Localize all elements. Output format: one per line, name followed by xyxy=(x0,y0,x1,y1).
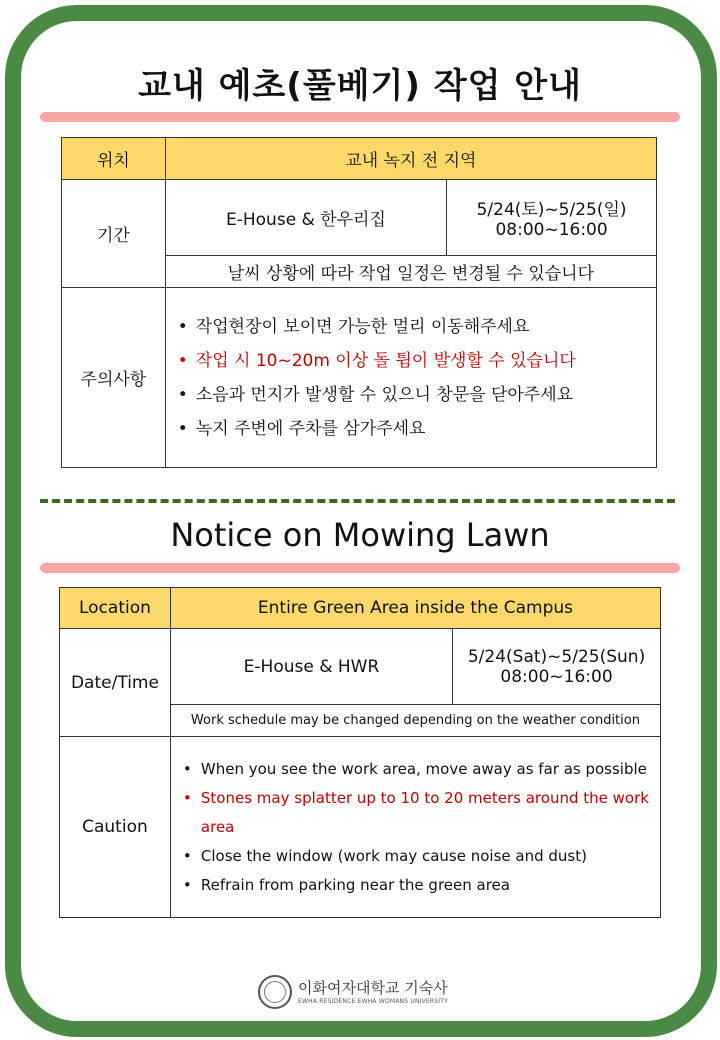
title-underline-bar xyxy=(40,563,680,573)
english-title: Notice on Mowing Lawn xyxy=(170,516,550,554)
caution-item: • 소음과 먼지가 발생할 수 있으니 창문을 닫아주세요 xyxy=(172,378,656,412)
caution-item: • When you see the work area, move away as far as possible xyxy=(177,755,650,784)
title-underline-bar xyxy=(40,112,680,122)
caution-list xyxy=(172,310,656,446)
caution-item: • 작업현장이 보이면 가능한 멀리 이동해주세요 xyxy=(172,310,656,344)
footer-logo xyxy=(258,973,448,1011)
caution-list xyxy=(177,755,650,900)
date-text: 5/24(Sat)~5/25(Sun) xyxy=(467,646,646,667)
place-cell: E-House & HWR xyxy=(170,629,452,705)
caution-item: • 녹지 주변에 주차를 삼가주세요 xyxy=(172,412,656,446)
location-value-cell: 교내 녹지 전 지역 xyxy=(165,138,656,180)
datetime-cell xyxy=(453,629,661,705)
location-value-cell: Entire Green Area inside the Campus xyxy=(170,588,660,629)
date-text: 5/24(토)~5/25(일) xyxy=(476,200,627,220)
caution-item-warning: • 작업 시 10~20m 이상 돌 튐이 발생할 수 있습니다 xyxy=(172,344,656,378)
schedule-note-cell: Work schedule may be changed depending on the weather condition xyxy=(170,705,660,737)
time-text: 08:00~16:00 xyxy=(500,666,613,687)
caution-item: • Close the window (work may cause noise and dust) xyxy=(177,842,650,871)
organization-name-english: EWHA RESIDENCE EWHA WOMANS UNIVERSITY xyxy=(298,997,448,1005)
location-label-cell: 위치 xyxy=(62,138,166,180)
caution-item: • Refrain from parking near the green area xyxy=(177,871,650,900)
period-label-cell: 기간 xyxy=(62,180,166,288)
caution-list-cell xyxy=(165,288,656,468)
caution-item-warning: • Stones may splatter up to 10 to 20 meters around the work area xyxy=(177,784,650,842)
caution-list-cell xyxy=(170,737,660,918)
location-label-cell: Location xyxy=(60,588,171,629)
datetime-cell xyxy=(447,180,657,256)
schedule-note-cell: 날씨 상황에 따라 작업 일정은 변경될 수 있습니다 xyxy=(165,256,656,288)
period-label-cell: Date/Time xyxy=(60,629,171,737)
korean-title: 교내 예초(풀베기) 작업 안내 xyxy=(138,66,582,106)
university-seal-icon xyxy=(258,975,292,1009)
organization-name xyxy=(298,979,448,1006)
organization-name-korean: 이화여자대학교 기숙사 xyxy=(298,978,448,997)
section-divider xyxy=(40,499,675,503)
korean-info-table xyxy=(61,137,657,468)
caution-label-cell: 주의사항 xyxy=(62,288,166,468)
english-info-table xyxy=(59,587,661,918)
place-cell: E-House & 한우리집 xyxy=(165,180,446,256)
time-text: 08:00~16:00 xyxy=(495,220,608,240)
caution-label-cell: Caution xyxy=(60,737,171,918)
